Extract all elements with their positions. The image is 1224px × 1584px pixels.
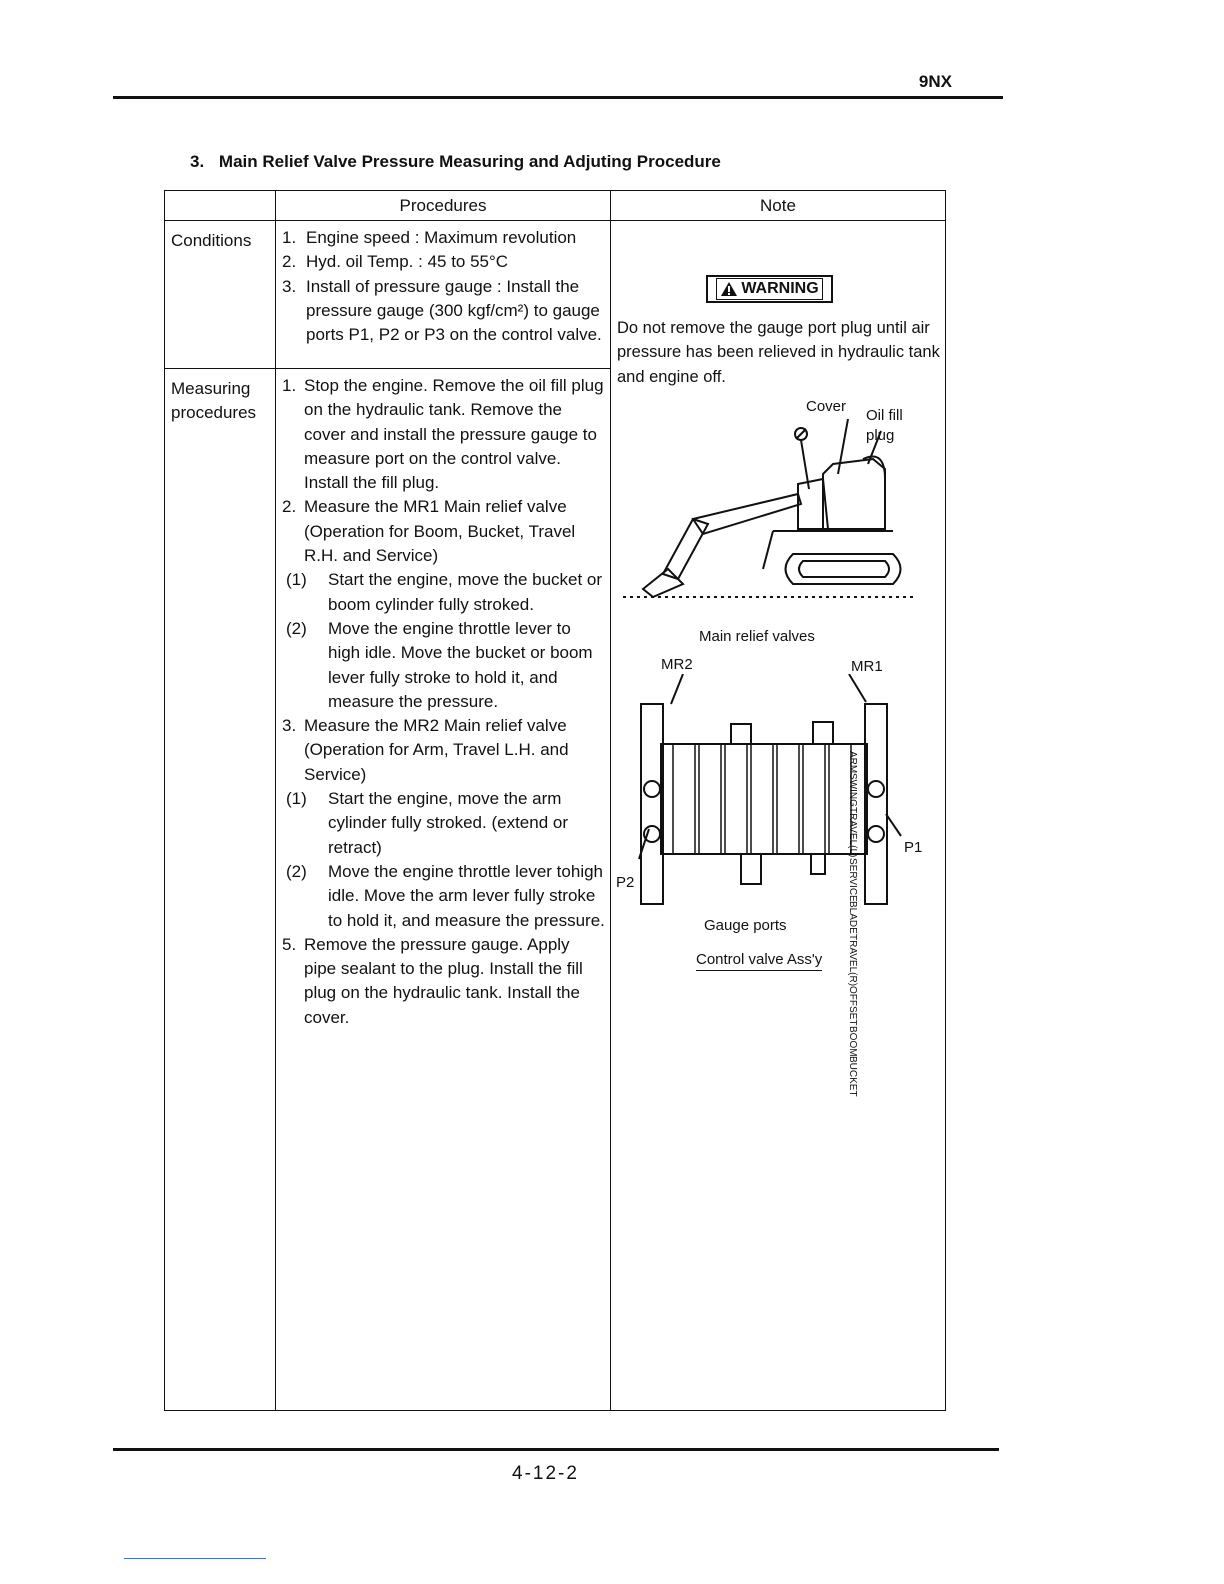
conditions-cell (276, 221, 611, 369)
valve-figure-title: Main relief valves (699, 628, 815, 645)
conditions-list (276, 221, 610, 347)
note-cell (611, 221, 946, 1411)
header-blank (165, 191, 276, 221)
section-title (190, 152, 721, 172)
oil-fill-label-1: Oil fill (866, 407, 903, 424)
list-item: (2) Move the engine throttle lever to high idle. Move the bucket or boom lever fully stroke to hold it, and measure the pressure. (286, 618, 593, 711)
oil-fill-label-2: plug (866, 427, 895, 444)
footer-line (124, 1558, 266, 1559)
section-number: 3. (190, 152, 205, 171)
bottom-rule (113, 1448, 999, 1451)
measuring-label: Measuring procedures (165, 369, 276, 1411)
conditions-label: Conditions (165, 221, 276, 369)
warning-text: Do not remove the gauge port plug until air pressure has been relieved in hydraulic tank and engine off. (617, 319, 940, 386)
page-number: 4-12-2 (512, 1463, 579, 1484)
measuring-list (276, 369, 610, 1030)
cover-label: Cover (806, 398, 847, 415)
list-item: 2. Hyd. oil Temp. : 45 to 55°C (282, 252, 509, 272)
list-item: 5. Remove the pressure gauge. Apply pipe sealant to the plug. Install the fill plug on the hydraulic tank. Install the cover. (282, 934, 583, 1027)
mr1-label: MR1 (851, 658, 883, 675)
header-procedures: Procedures (276, 191, 611, 221)
warning-label: WARNING (741, 280, 819, 297)
list-item: (1) Start the engine, move the arm cylinder fully stroked. (extend or retract) (286, 789, 568, 857)
valve-caption: Control valve Ass'y (696, 951, 822, 971)
list-item: (2) Move the engine throttle lever tohigh idle. Move the arm lever fully stroke to hold it, and measure the pressure. (286, 861, 605, 930)
section-title-text: Main Relief Valve Pressure Measuring and Adjuting Procedure (218, 152, 721, 171)
measuring-cell (276, 369, 611, 1411)
warning-triangle-icon (720, 281, 738, 297)
list-item: 1. Engine speed : Maximum revolution (282, 228, 577, 247)
excavator-illustration (623, 419, 913, 604)
header-note: Note (611, 191, 946, 221)
valve-section-labels: ARM SWING TRAVEL(L) SERVICE BLADE TRAVEL(R) OFFSET BOOM BUCKET (847, 751, 858, 1097)
list-item: 3. Install of pressure gauge : Install the pressure gauge (300 kgf/cm²) to gauge ports P1, P2 or P3 on the control valve. (282, 276, 602, 345)
list-item: (1) Start the engine, move the bucket or boom cylinder fully stroked. (286, 570, 603, 614)
list-item: 1. Stop the engine. Remove the oil fill plug on the hydraulic tank. Remove the cover and install the pressure gauge to measure port on the control valve. Install the fill plug. (282, 376, 604, 493)
mr2-label: MR2 (661, 656, 693, 673)
p2-label: P2 (616, 874, 635, 891)
top-rule (113, 96, 1003, 99)
warning-badge (706, 275, 833, 303)
gauge-ports-label: Gauge ports (704, 917, 787, 934)
list-item: 3. Measure the MR2 Main relief valve (Operation for Arm, Travel L.H. and Service) (282, 716, 569, 784)
list-item: 2. Measure the MR1 Main relief valve (Operation for Boom, Bucket, Travel R.H. and Service) (282, 497, 576, 566)
procedure-table (164, 190, 946, 1411)
model-code: 9NX (918, 72, 952, 91)
p1-label: P1 (904, 839, 923, 856)
